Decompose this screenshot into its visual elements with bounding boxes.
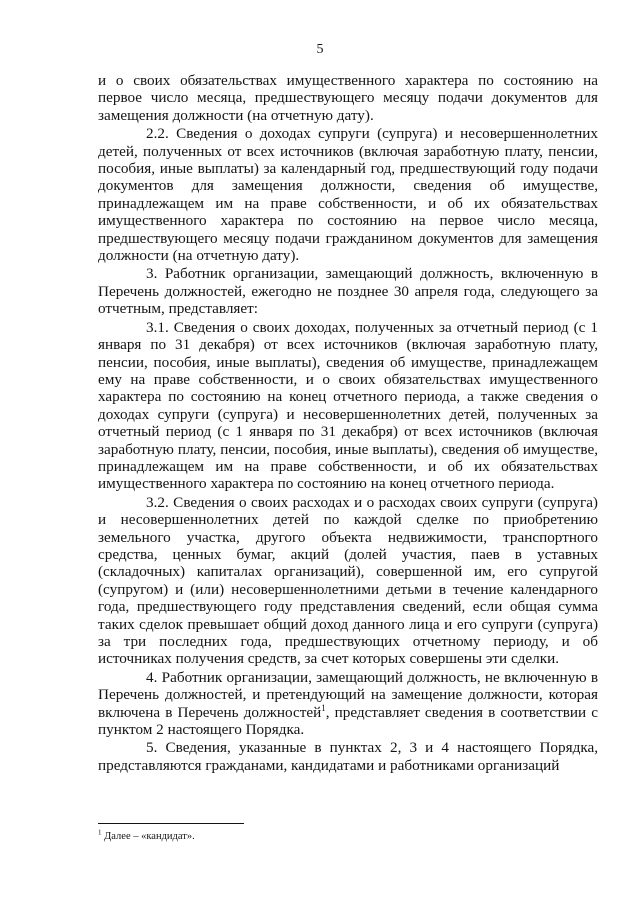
paragraph-5: 5. Сведения, указанные в пунктах 2, 3 и 4 настоящего Порядка, представляются гражданами, кандидатами и работниками организаций [98,739,598,774]
paragraph-2-2: 2.2. Сведения о доходах супруги (супруга) и несовершеннолетних детей, полученных от всех источников (включая заработную плату, пенсии, пособия, иные выплаты) за календарный год, предшествующий году подачи документов для замещения должности, сведения об имуществе, принадлежащем им на праве собственности, и об их обязательствах имущественного характера по состоянию на первое число месяца, предшествующего месяцу подачи гражданином документов для замещения должности (на отчетную дату). [98,125,598,265]
paragraph-3-1: 3.1. Сведения о своих доходах, полученных за отчетный период (с 1 января по 31 декабря) от всех источников (включая заработную плату, пенсии, пособия, иные выплаты), сведения об имуществе, принадлежащем ему на праве собственности, и о своих обязательствах имущественного характера по состоянию на конец отчетного периода, а также сведения о доходах супруги (супруга) и несовершеннолетних детей, полученных за отчетный период (с 1 января по 31 декабря) от всех источников (включая заработную плату, пенсии, пособия, иные выплаты), сведения об имуществе, принадлежащем им на праве собственности, и об их обязательствах имущественного характера по состоянию на конец отчетного периода. [98,318,598,493]
paragraph-3: 3. Работник организации, замещающий должность, включенную в Перечень должностей, ежегодно не позднее 30 апреля года, следующего за отчетным, представляет: [98,265,598,318]
footnote-number: 1 [98,828,102,837]
paragraph-continuation: и о своих обязательствах имущественного характера по состоянию на первое число месяца, предшествующего месяцу подачи документов для замещения должности (на отчетную дату). [98,72,598,124]
footnote-reference-mark: 1 [321,702,326,713]
footnote-text: Далее – «кандидат». [101,831,195,842]
footnote-separator [98,823,244,824]
paragraph-3-2: 3.2. Сведения о своих расходах и о расходах своих супруги (супруга) и несовершеннолетних детей по каждой сделке по приобретению земельного участка, другого объекта недвижимости, транспортного средства, ценных бумаг, акций (долей участия, паев в уставных (складочных) капиталах организаций), совершенной им, его супругой (супругом) и (или) несовершеннолетними детьми в течение календарного года, предшествующего году представления сведений, если общая сумма таких сделок превышает общий доход данного лица и его супруги (супруга) за три последних года, предшествующих отчетному периоду, и об источниках получения средств, за счет которых совершены эти сделки. [98,493,598,668]
page-number: 5 [316,42,324,57]
document-body [98,72,598,774]
paragraph-4-text-end: , представляет сведения в соответствии с пунктом 2 настоящего Порядка. [98,703,598,739]
footnote [98,830,598,843]
paragraph-4 [98,669,598,739]
paragraph-4-text-start: 4. Работник организации, замещающий должность, не включенную в Перечень должностей, и претендующий на замещение должности, которая включена в Перечень должностей [98,668,598,721]
